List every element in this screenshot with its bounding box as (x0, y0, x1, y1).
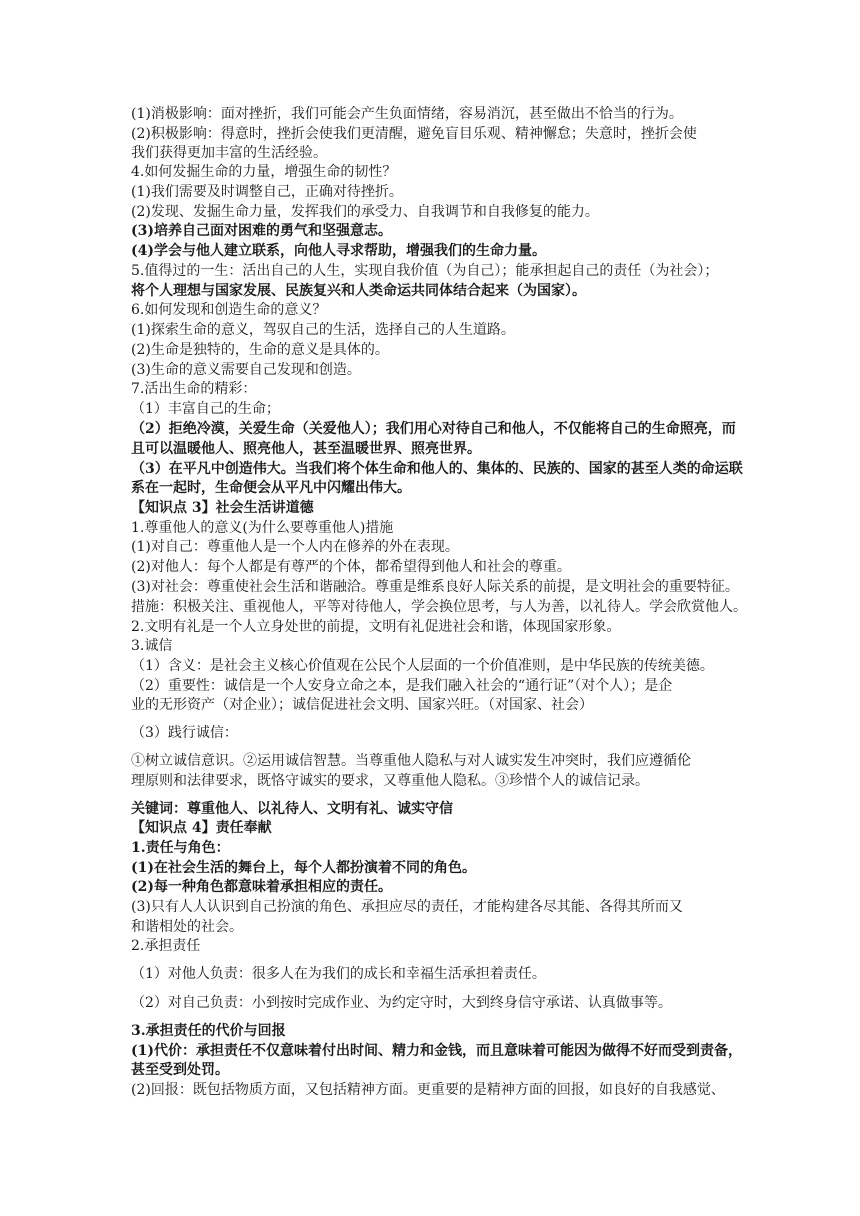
text-line: （2）对自己负责：小到按时完成作业、为约定守时，大到终身信守承诺、认真做事等。 (131, 995, 672, 1011)
text-line: 和谐相处的社会。 (131, 919, 243, 935)
text-line: 3.诚信 (131, 638, 173, 654)
text-line: (4)学会与他人建立联系，向他人寻求帮助，增强我们的生命力量。 (131, 243, 546, 259)
text-line: 4.如何发掘生命的力量，增强生命的韧性？ (131, 164, 397, 180)
text-line: 甚至受到处罚。 (131, 1062, 229, 1078)
text-line: （2）重要性：诚信是一个人安身立命之本，是我们融入社会的“通行证”（对个人）；是企 (131, 678, 673, 694)
text-line: (2)发现、发掘生命力量，发挥我们的承受力、自我调节和自我修复的能力。 (131, 204, 599, 220)
text-line: (1)消极影响：面对挫折，我们可能会产生负面情绪，容易消沉，甚至做出不恰当的行为。 (131, 106, 683, 122)
text-line: (2)回报：既包括物质方面，又包括精神方面。更重要的是精神方面的回报，如良好的自我感觉、 (131, 1082, 725, 1098)
text-line: 5.值得过的一生：活出自己的人生，实现自我价值（为自己）；能承担起自己的责任（为社会）； (131, 263, 719, 279)
text-line: 1.尊重他人的意义(为什么要尊重他人)措施 (131, 520, 394, 536)
text-line: 业的无形资产（对企业）；诚信促进社会文明、国家兴旺。（对国家、社会） (131, 697, 593, 713)
text-line: (3)对社会：尊重使社会生活和谐融洽。尊重是维系良好人际关系的前提，是文明社会的重要特征。 (131, 579, 739, 595)
text-line: (3)只有人人认识到自己扮演的角色、承担应尽的责任，才能构建各尽其能、各得其所而又 (131, 899, 683, 915)
text-line: 将个人理想与国家发展、民族复兴和人类命运共同体结合起来（为国家）。 (131, 283, 586, 299)
text-line: （3）践行诚信： (131, 725, 238, 741)
text-line: （2）拒绝冷漠，关爱生命（关爱他人）；我们用心对待自己和他人，不仅能将自己的生命照亮，而 (131, 421, 736, 437)
text-line: 我们获得更加丰富的生活经验。 (131, 145, 327, 161)
section-heading: 【知识点 4】责任奉献 (131, 820, 272, 836)
text-line: (2)每一种角色都意味着承担相应的责任。 (131, 879, 392, 895)
text-line: 1.责任与角色： (131, 840, 230, 856)
text-line: 系在一起时，生命便会从平凡中闪耀出伟大。 (131, 480, 411, 496)
text-line: （1）丰富自己的生命； (131, 401, 280, 417)
text-line: (1)探索生命的意义，驾驭自己的生活，选择自己的人生道路。 (131, 322, 515, 338)
text-line: 3.承担责任的代价与回报 (131, 1023, 286, 1039)
text-line: (2)积极影响：得意时，挫折会使我们更清醒，避免盲目乐观、精神懈怠；失意时，挫折会使 (131, 126, 697, 142)
section-heading: 【知识点 3】社会生活讲道德 (131, 500, 314, 516)
text-line: (1)对自己：尊重他人是一个人内在修养的外在表现。 (131, 539, 459, 555)
text-line: (3)生命的意义需要自己发现和创造。 (131, 362, 361, 378)
text-line: 7.活出生命的精彩： (131, 381, 257, 397)
text-line: （1）对他人负责：很多人在为我们的成长和幸福生活承担着责任。 (131, 966, 546, 982)
text-line: 且可以温暖他人、照亮他人，甚至温暖世界、照亮世界。 (131, 441, 481, 457)
text-line: (2)对他人：每个人都是有尊严的个体，都希望得到他人和社会的尊重。 (131, 559, 571, 575)
text-line: 6.如何发现和创造生命的意义？ (131, 302, 327, 318)
text-line: (1)我们需要及时调整自己，正确对待挫折。 (131, 184, 403, 200)
text-line: (1)代价：承担责任不仅意味着付出时间、精力和金钱，而且意味着可能因为做得不好而受到责备， (131, 1043, 742, 1059)
text-line: （3）在平凡中创造伟大。当我们将个体生命和他人的、集体的、民族的、国家的甚至人类的命运联 (131, 461, 743, 477)
text-line: 措施：积极关注、重视他人，平等对待他人，学会换位思考，与人为善，以礼待人。学会欣赏他人。 (131, 599, 747, 615)
text-line: (1)在社会生活的舞台上，每个人都扮演着不同的角色。 (131, 860, 476, 876)
text-line: (3)培养自己面对困难的勇气和坚强意志。 (131, 223, 392, 239)
text-line: （1）含义：是社会主义核心价值观在公民个人层面的一个价值准则，是中华民族的传统美德。 (131, 658, 714, 674)
text-line: 理原则和法律要求，既恪守诚实的要求，又尊重他人隐私。③珍惜个人的诚信记录。 (131, 773, 649, 789)
text-line: ①树立诚信意识。②运用诚信智慧。当尊重他人隐私与对人诚实发生冲突时，我们应遵循伦 (131, 753, 691, 769)
text-line: (2)生命是独特的，生命的意义是具体的。 (131, 342, 389, 358)
keywords-line: 关键词：尊重他人、以礼待人、文明有礼、诚实守信 (131, 801, 453, 817)
text-line: 2.文明有礼是一个人立身处世的前提，文明有礼促进社会和谐，体现国家形象。 (131, 619, 621, 635)
text-line: 2.承担责任 (131, 938, 201, 954)
